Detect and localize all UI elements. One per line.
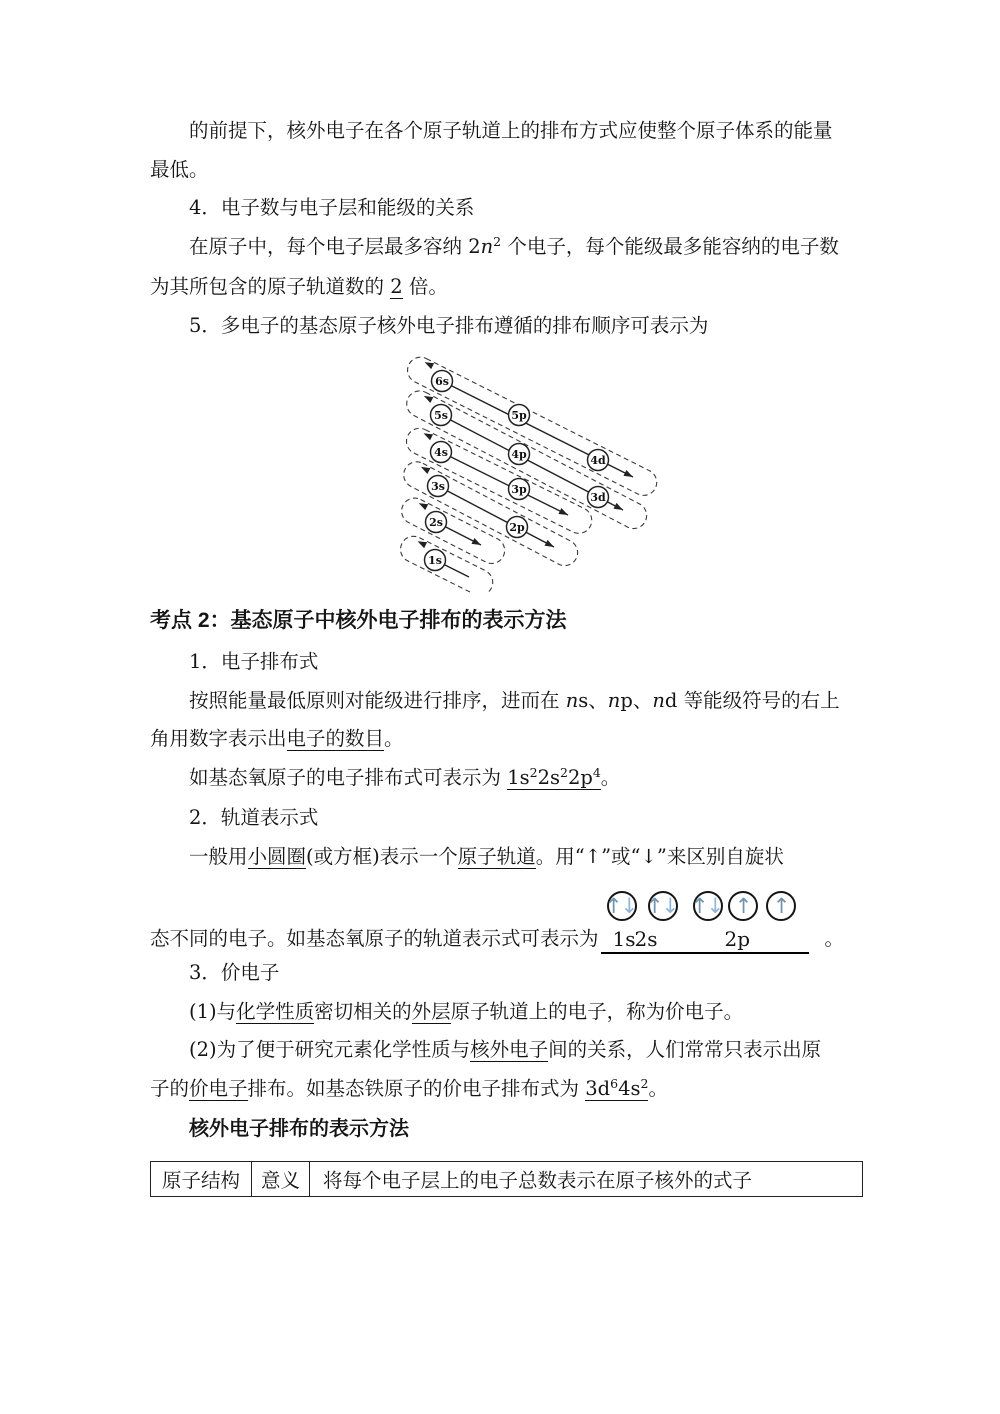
summary-table [150,1161,863,1197]
svg-text:5p: 5p [511,408,527,422]
orbital-circle-1s [604,891,639,921]
text-line-07: 1．电子排布式 [189,650,319,673]
table-cell-atom-structure: 原子结构 [151,1161,252,1196]
text-line-08: 按照能量最低原则对能级进行排序，进而在 ns、np、nd 等能级符号的右上 [189,688,840,712]
orbital-label-2s: 2s [634,927,658,951]
section-heading: 考点 2：基态原子中核外电子排布的表示方法 [150,609,567,632]
svg-text:3s: 3s [431,479,445,493]
text-line-01: 的前提下，核外电子在各个原子轨道上的排布方式应使整个原子体系的能量 [189,119,833,142]
orbital-circle-2s [645,891,680,921]
svg-text:3p: 3p [511,482,527,496]
spin-down-arrow: ↓ [661,893,680,918]
orbital-circle-2p2 [728,891,758,921]
svg-text:4p: 4p [511,447,527,461]
text-line-03: 4．电子数与电子层和能级的关系 [189,196,475,219]
table-cell-meaning-text: 将每个电子层上的电子总数表示在原子核外的式子 [310,1161,863,1196]
spin-down-arrow: ↓ [706,893,725,918]
orbital-circle-2p1 [690,891,725,921]
orbital-circles [601,891,809,923]
spin-up-arrow: ↑ [772,893,791,918]
svg-text:1s: 1s [428,553,442,567]
svg-text:4s: 4s [434,445,448,459]
text-line-16: (2)为了便于研究元素化学性质与核外电子间的关系，人们常常只表示出原 [189,1038,822,1061]
orbital-line-period: 。 [824,927,845,950]
svg-text:5s: 5s [434,408,448,422]
summary-table-wrap [150,1161,860,1197]
spin-up-arrow: ↑ [690,893,709,918]
text-line-02: 最低。 [150,157,209,181]
aufbau-order-diagram [384,347,684,593]
subsection-title: 核外电子排布的表示方法 [189,1118,409,1140]
orbital-line-text: 态不同的电子。如基态氧原子的轨道表示式可表示为 [150,927,599,950]
svg-text:6s: 6s [435,374,449,388]
text-line-12: 一般用小圆圈(或方框)表示一个原子轨道。用“↑”或“↓”来区别自旋状 [189,844,784,868]
text-line-09: 角用数字表示出电子的数目。 [150,727,404,750]
orbital-diagram-blank [601,888,809,954]
table-row [151,1161,863,1196]
text-line-10: 如基态氧原子的电子排布式可表示为 $1s^22s^22p^4$。 [189,764,621,789]
aufbau-svg [384,347,684,593]
spin-up-arrow: ↑ [645,893,664,918]
spin-up-arrow: ↑ [734,893,753,918]
spin-down-arrow: ↓ [620,893,639,918]
orbital-label-2p: 2p [724,927,751,951]
svg-text:2s: 2s [429,515,443,529]
table-cell-meaning-label: 意义 [252,1161,310,1196]
orbital-label-1s: 1s [612,927,636,951]
text-line-05: 为其所包含的原子轨道数的 2 倍。 [150,275,448,298]
svg-text:2p: 2p [509,520,525,534]
orbital-circle-2p3 [766,891,796,921]
text-line-17: 子的价电子排布。如基态铁原子的价电子排布式为 $3d^64s^2$。 [150,1075,668,1100]
svg-text:3d: 3d [590,490,606,504]
text-line-04: 在原子中，每个电子层最多容纳 $2n^2$ 个电子，每个能级最多能容纳的电子数 [189,233,839,258]
text-line-11: 2．轨道表示式 [189,806,319,829]
text-line-15: (1)与化学性质密切相关的外层原子轨道上的电子，称为价电子。 [189,999,744,1023]
orbital-representation-line [150,888,860,954]
svg-text:4d: 4d [590,453,606,467]
text-line-06: 5．多电子的基态原子核外电子排布遵循的排布顺序可表示为 [189,313,709,337]
text-line-14: 3．价电子 [189,961,280,984]
orbital-underline [601,921,809,954]
spin-up-arrow: ↑ [604,893,623,918]
